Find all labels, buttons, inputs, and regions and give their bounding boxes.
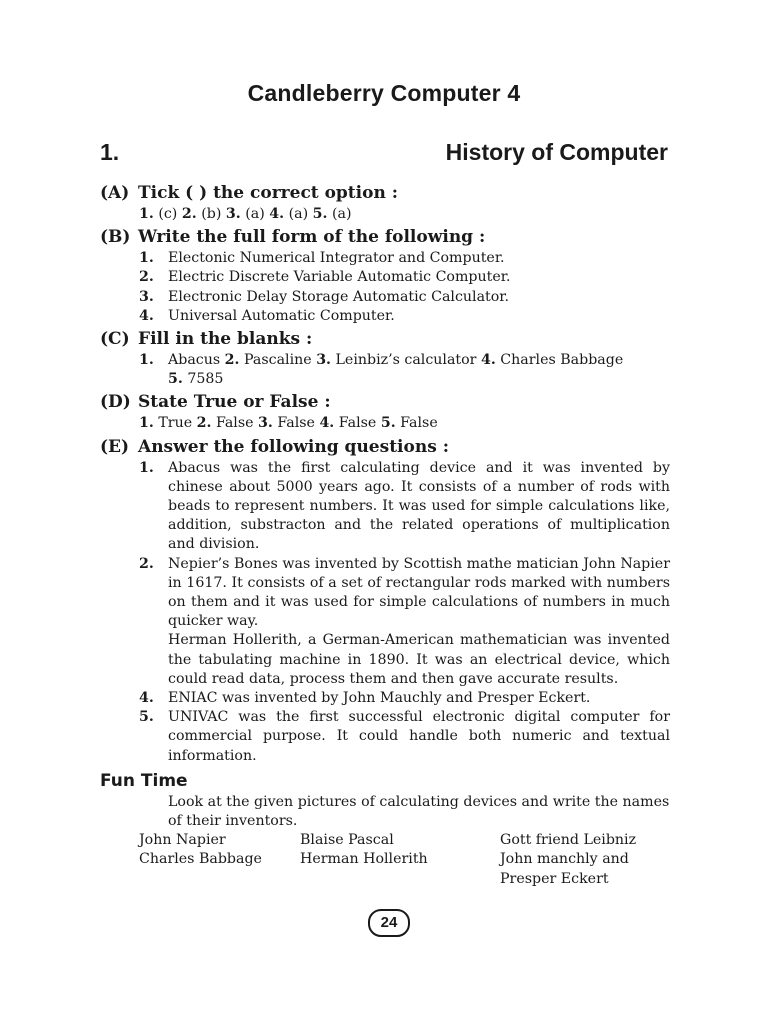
list-item: 1. Electonic Numerical Integrator and Computer. (139, 250, 505, 267)
inventor-name: Presper Eckert (500, 870, 609, 887)
section-a-heading: (A) Tick ( ) the correct option : (100, 183, 398, 203)
list-item: 3. Electronic Delay Storage Automatic Calculator. (139, 288, 510, 305)
section-c-heading: (C) Fill in the blanks : (100, 329, 313, 350)
section-d-answers: 1. True 2. False 3. False 4. False 5. False (139, 415, 438, 432)
section-e-heading: (E) Answer the following questions : (100, 436, 449, 457)
section-a-answers: 1. (c) 2. (b) 3. (a) 4. (a) 5. (a) (139, 206, 352, 222)
fun-time-heading: Fun Time (100, 770, 188, 791)
list-item: 4. Universal Automatic Computer. (139, 307, 395, 324)
inventor-name: Herman Hollerith (300, 851, 428, 868)
list-item: Herman Hollerith, a German-American mathematician was invented the tabulating machine in 1890. It was an electrical device, which could read data, process them and then gave accurate results. (168, 632, 670, 687)
section-b-heading: (B) Write the full form of the following : (100, 227, 486, 248)
list-item: 1. Abacus was the first calculating device and it was invented by chinese about 5000 years ago. It consists of a number of rods with beads to represent numbers. It was used for simple calculations like, addition, substracton and the related operations of multiplication and division. (139, 459, 670, 553)
section-e-list (100, 459, 670, 766)
list-item: 5. UNIVAC was the first successful electronic digital computer for commercial purpose. It could handle both numeric and textual information. (139, 709, 670, 764)
inventor-name: John manchly and (500, 851, 629, 868)
list-item: 4. ENIAC was invented by John Mauchly and Presper Eckert. (139, 690, 591, 707)
inventor-name: John Napier (139, 832, 226, 849)
page-number: 24 (368, 909, 410, 937)
inventor-name: Blaise Pascal (300, 832, 394, 849)
answer-content (100, 180, 670, 889)
fun-time-intro: Look at the given pictures of calculating devices and write the names of their inventors. (168, 793, 670, 830)
inventor-names (100, 831, 670, 889)
section-d-heading: (D) State True or False : (100, 392, 331, 413)
section-c-answers: 1. Abacus 2. Pascaline 3. Leinbiz’s calculator 4. Charles Babbage 5. 7585 (139, 352, 624, 388)
section-b-list (100, 249, 670, 326)
inventor-name: Charles Babbage (139, 851, 262, 868)
list-item: 2. Nepier’s Bones was invented by Scottish mathe matician John Napier in 1617. It consists of a set of rectangular rods marked with numbers on them and it was used for simple calculations of numbers in much quicker way. (139, 555, 670, 630)
chapter-number: 1. (100, 139, 120, 165)
inventor-name: Gott friend Leibniz (500, 832, 637, 849)
chapter-title: History of Computer (445, 139, 668, 165)
list-item: 2. Electric Discrete Variable Automatic Computer. (139, 269, 511, 286)
book-title: Candleberry Computer 4 (247, 80, 521, 106)
